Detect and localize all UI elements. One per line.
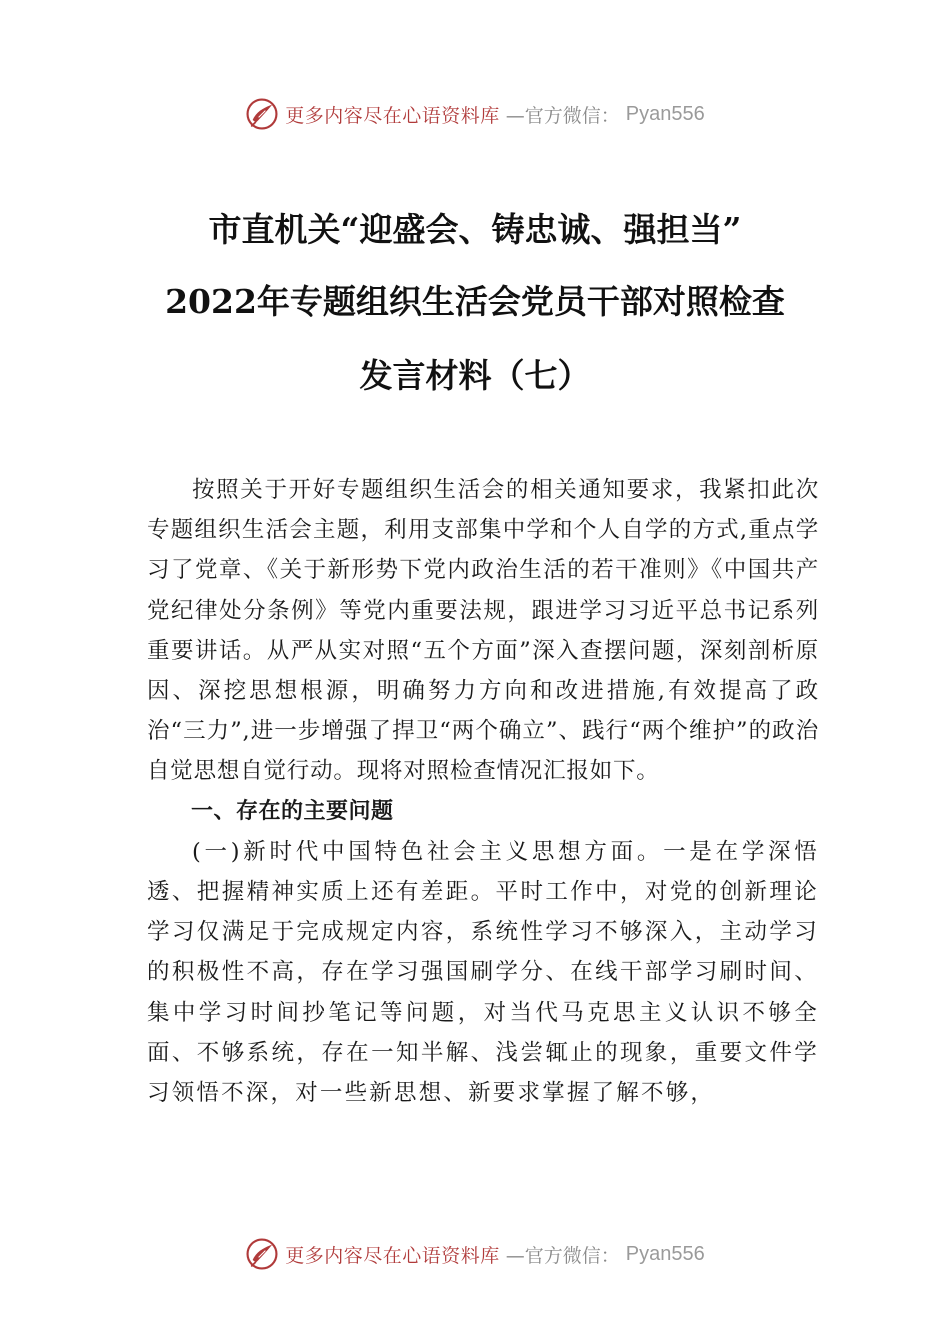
banner-separator: —官方微信： — [505, 1244, 620, 1267]
header-banner — [0, 92, 950, 136]
banner-text: 更多内容尽在心语资料库 — [285, 104, 500, 127]
logo-icon — [245, 1237, 279, 1271]
logo-icon — [245, 97, 279, 131]
banner-separator: —官方微信： — [505, 104, 620, 127]
footer-banner — [0, 1232, 950, 1276]
document-body — [147, 470, 819, 1113]
section-paragraph: (一)新时代中国特色社会主义思想方面。一是在学深悟透、把握精神实质上还有差距。平时工作中，对党的创新理论学习仅满足于完成规定内容，系统性学习不够深入，主动学习的积极性不高，存在学习强国刷学分、在线干部学习刷时间、集中学习时间抄笔记等问题，对当代马克思主义认识不够全面、不够系统，存在一知半解、浅尝辄止的现象，重要文件学习领悟不深，对一些新思想、新要求掌握了解不够， — [147, 838, 819, 1107]
title-line-1: 市直机关“迎盛会、铸忠诚、强担当” — [208, 210, 742, 249]
section-heading: 一、存在的主要问题 — [191, 798, 394, 824]
banner-wechat-id: Pyan556 — [625, 1242, 705, 1265]
intro-paragraph: 按照关于开好专题组织生活会的相关通知要求，我紧扣此次专题组织生活会主题，利用支部集中学和个人自学的方式,重点学习了党章、《关于新形势下党内政治生活的若干准则》《中国共产党纪律处分条例》等党内重要法规，跟进学习习近平总书记系列重要讲话。从严从实对照“五个方面”深入查摆问题，深刻剖析原因、深挖思想根源，明确努力方向和改进措施,有效提高了政治“三力”,进一步增强了捍卫“两个确立”、践行“两个维护”的政治自觉思想自觉行动。现将对照检查情况汇报如下。 — [147, 477, 819, 785]
banner-text: 更多内容尽在心语资料库 — [285, 1244, 500, 1267]
title-line-3: 发言材料（七） — [359, 356, 591, 395]
title-line-2: 2022年专题组织生活会党员干部对照检查 — [165, 282, 785, 321]
banner-wechat-id: Pyan556 — [625, 102, 705, 125]
